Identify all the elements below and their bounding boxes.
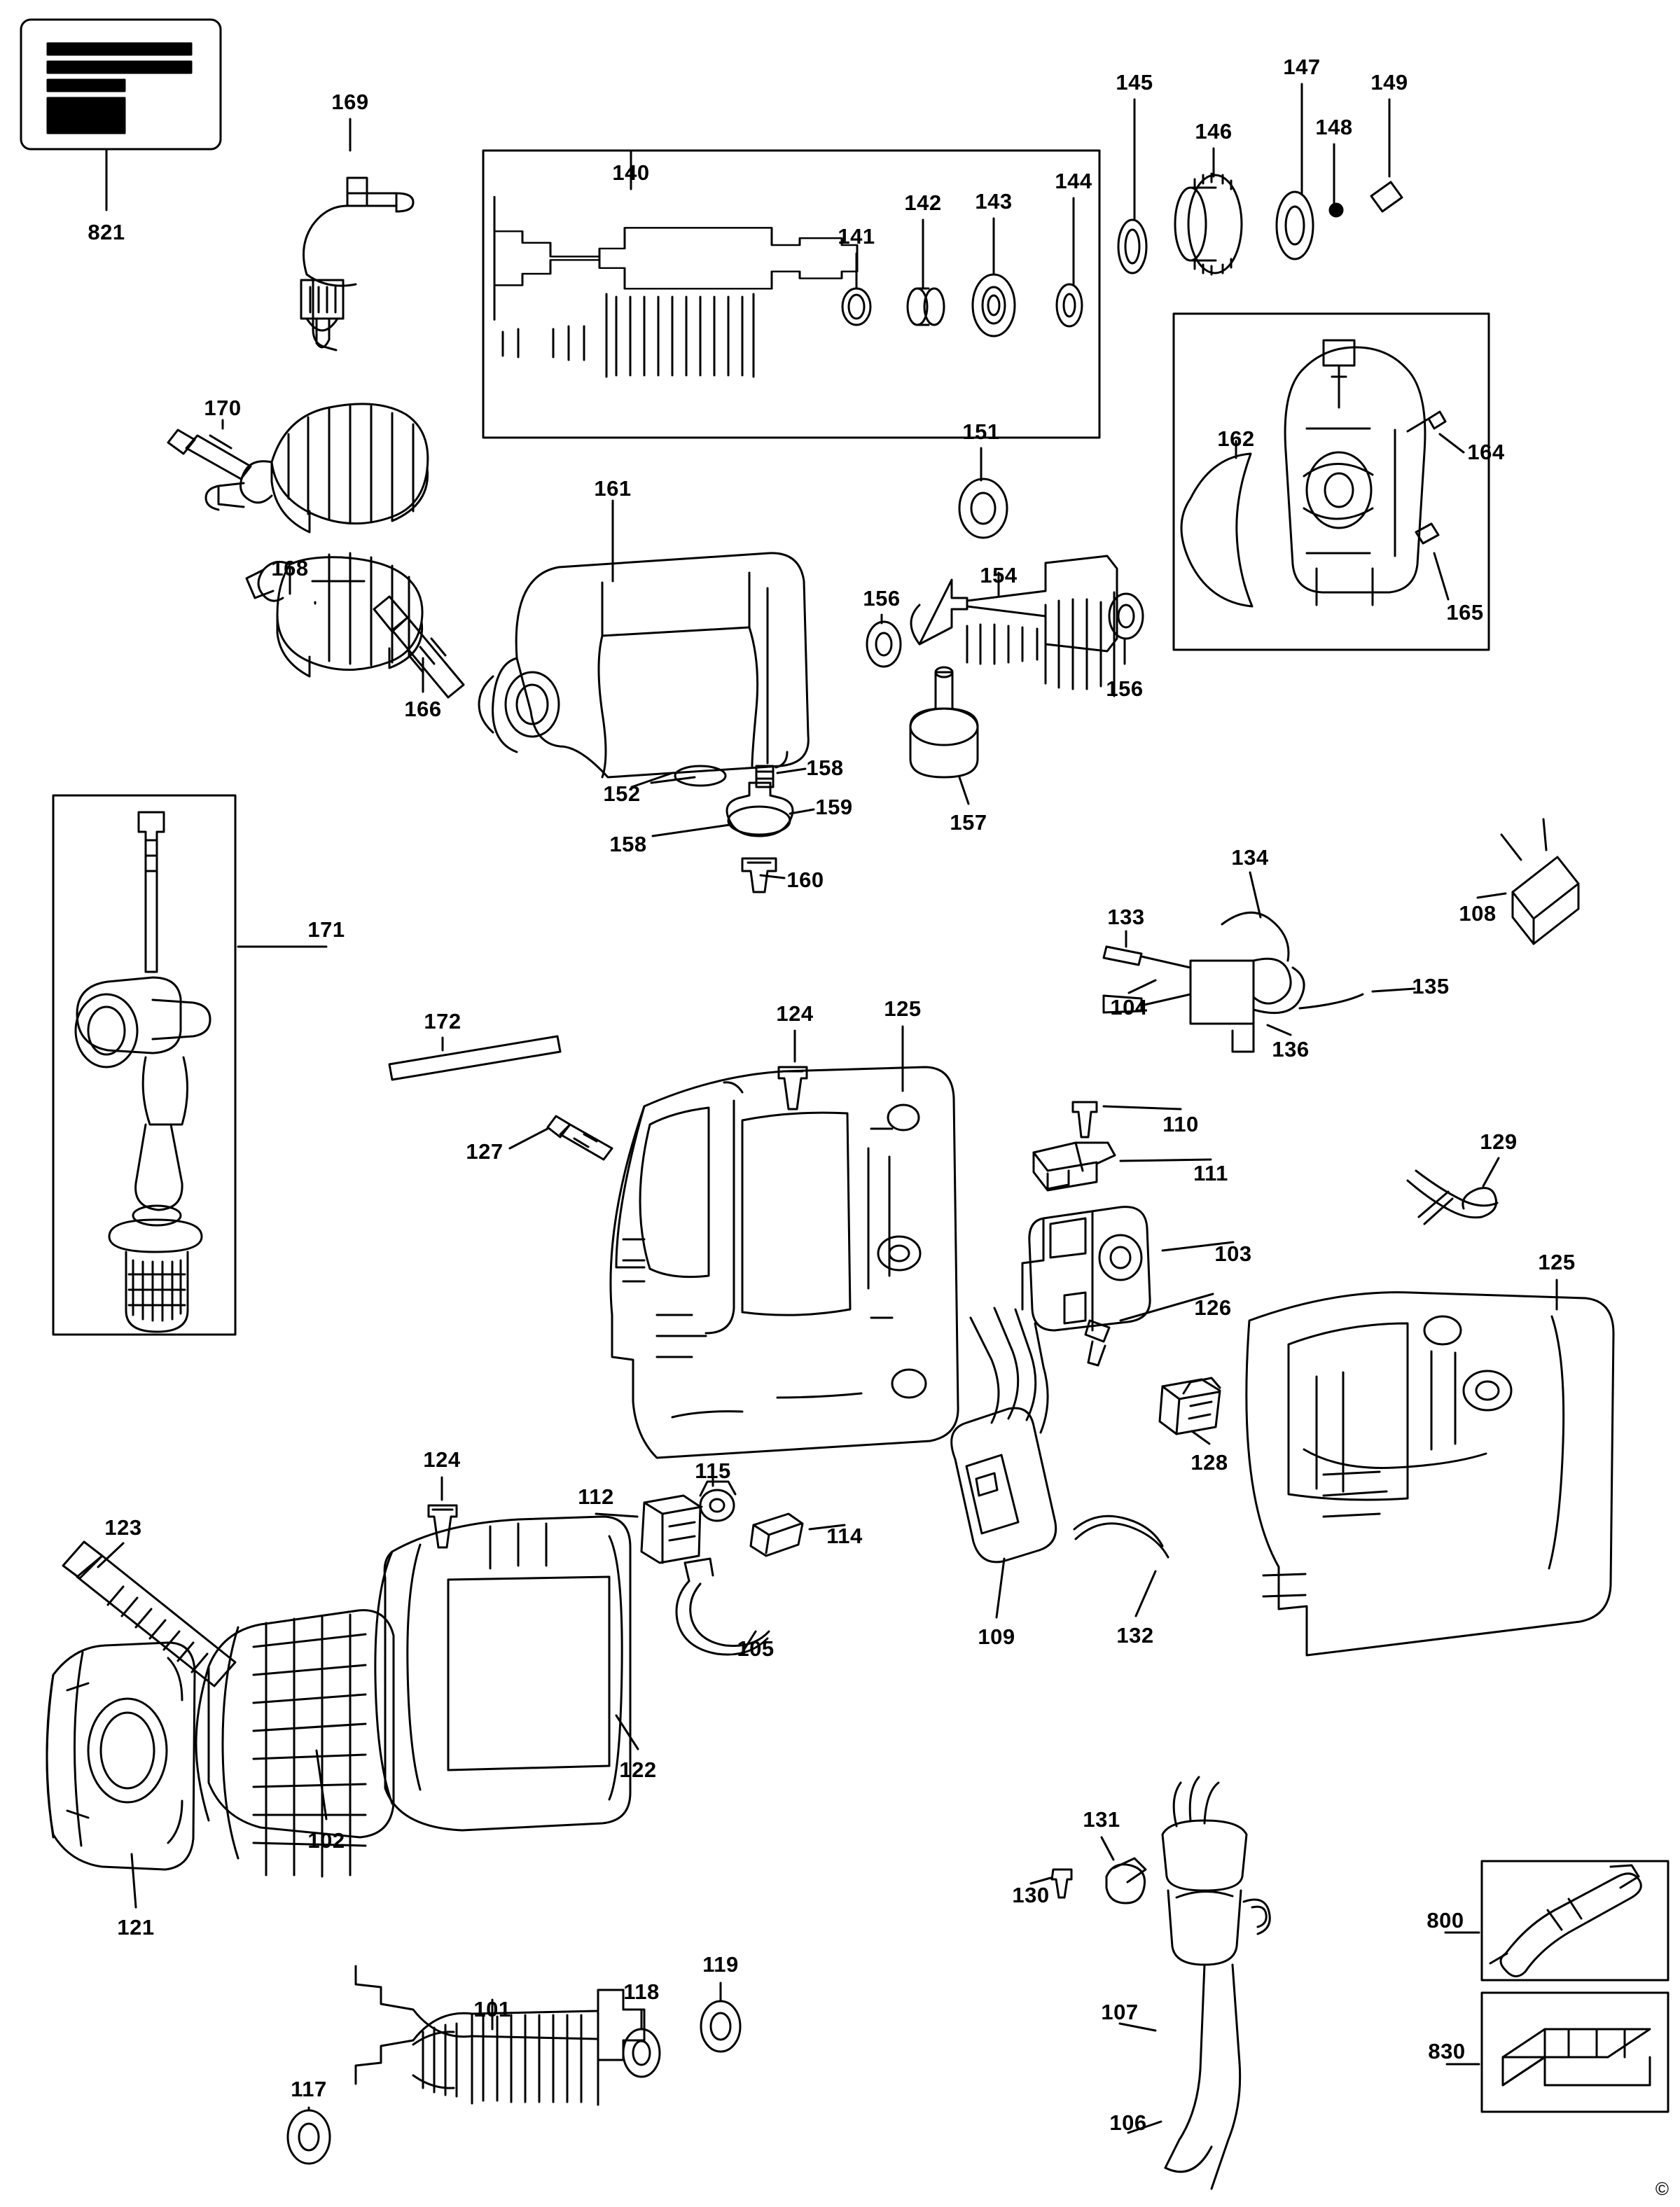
callout-157: 157 — [950, 810, 987, 835]
callout-158-upper: 158 — [806, 756, 844, 780]
callout-140: 140 — [612, 160, 650, 185]
callout-165: 165 — [1446, 600, 1484, 625]
callout-104: 104 — [1110, 995, 1148, 1019]
part-162-164-165-box — [1174, 314, 1489, 650]
part-161-gear-case — [479, 501, 808, 787]
callout-145: 145 — [1116, 70, 1153, 95]
callout-800: 800 — [1426, 1908, 1464, 1933]
callout-158-lower: 158 — [609, 832, 647, 856]
callout-114: 114 — [826, 1524, 863, 1548]
callout-142: 142 — [904, 190, 942, 215]
callout-821: 821 — [88, 220, 125, 244]
callout-107: 107 — [1101, 2000, 1139, 2024]
callout-170: 170 — [204, 396, 242, 420]
part-142-washers — [908, 220, 944, 325]
callout-149: 149 — [1370, 70, 1408, 95]
callout-121: 121 — [117, 1915, 155, 1940]
callout-128: 128 — [1190, 1450, 1228, 1475]
callout-131: 131 — [1083, 1807, 1120, 1832]
callout-132: 132 — [1116, 1623, 1154, 1648]
part-111-lock-lever — [1034, 1143, 1211, 1190]
part-151-bearing — [959, 448, 1007, 538]
part-104-brush-holder-assembly — [1104, 872, 1415, 1052]
callout-134: 134 — [1231, 845, 1269, 870]
callout-102: 102 — [307, 1828, 345, 1853]
callout-159: 159 — [815, 795, 853, 819]
callout-164: 164 — [1467, 440, 1505, 464]
callout-154: 154 — [980, 563, 1018, 587]
callout-172: 172 — [424, 1009, 461, 1033]
part-125-housing-left — [611, 1026, 958, 1458]
callout-133: 133 — [1107, 905, 1145, 929]
part-147-bearing — [1277, 84, 1313, 259]
callout-161: 161 — [594, 476, 632, 501]
part-121-end-cap — [47, 1643, 195, 1907]
callout-141: 141 — [838, 224, 875, 249]
part-117-bearing — [288, 2108, 330, 2164]
callout-108: 108 — [1459, 901, 1497, 926]
callout-103: 103 — [1214, 1241, 1252, 1266]
callout-135: 135 — [1412, 974, 1450, 998]
callout-117: 117 — [291, 2077, 327, 2101]
part-800-box — [1445, 1861, 1668, 1980]
callout-111: 111 — [1193, 1161, 1228, 1185]
part-131-cord-clamp — [1102, 1837, 1146, 1903]
part-169-chuck-key — [301, 119, 413, 350]
part-149-pin — [1371, 99, 1402, 211]
callout-156-left: 156 — [863, 586, 901, 611]
callout-152: 152 — [603, 781, 641, 806]
callout-146: 146 — [1195, 119, 1233, 144]
part-145-washer — [1118, 99, 1146, 273]
callout-126: 126 — [1194, 1295, 1232, 1320]
callout-130: 130 — [1012, 1883, 1050, 1907]
callout-162: 162 — [1217, 426, 1255, 451]
callout-151: 151 — [962, 419, 1000, 444]
callout-156-right: 156 — [1106, 676, 1144, 701]
part-132-wire — [1074, 1516, 1168, 1616]
part-128-connector — [1160, 1378, 1220, 1444]
part-148-ball — [1330, 144, 1342, 216]
part-156-bearing-left — [867, 615, 901, 667]
part-830-box — [1447, 1993, 1668, 2112]
callout-122: 122 — [619, 1757, 657, 1782]
callout-166: 166 — [404, 697, 442, 721]
part-146-gear — [1175, 148, 1242, 274]
part-102-field-coil — [196, 1610, 394, 1877]
part-157-knob — [910, 667, 978, 804]
callout-127: 127 — [466, 1139, 504, 1164]
callout-109: 109 — [978, 1624, 1015, 1649]
callout-160: 160 — [786, 868, 824, 892]
part-122-field-housing — [375, 1517, 638, 1830]
callout-118: 118 — [623, 1979, 660, 2004]
callout-123: 123 — [104, 1515, 142, 1540]
part-166-screw — [374, 597, 464, 697]
callout-105: 105 — [737, 1636, 775, 1661]
part-171-side-handle-box — [53, 795, 326, 1335]
part-119-washer — [701, 1983, 740, 2052]
part-168-chucks — [206, 404, 428, 676]
callout-144: 144 — [1055, 169, 1092, 193]
part-144-washer — [1057, 198, 1082, 326]
copyright-symbol: © — [1655, 2178, 1669, 2199]
part-109-cord-guard — [952, 1308, 1056, 1617]
part-127-screw — [510, 1116, 612, 1160]
callout-124-upper: 124 — [776, 1001, 814, 1026]
part-124-screw-lower — [429, 1477, 457, 1547]
part-118-bearing — [623, 2010, 660, 2077]
callout-115: 115 — [695, 1458, 731, 1483]
part-101-armature — [356, 1966, 644, 2105]
callout-171: 171 — [307, 917, 345, 942]
callout-147: 147 — [1283, 55, 1321, 79]
callout-830: 830 — [1428, 2039, 1466, 2063]
part-821-box — [21, 20, 221, 210]
part-125-housing-right — [1247, 1280, 1613, 1655]
callout-110: 110 — [1162, 1112, 1199, 1136]
callout-136: 136 — [1272, 1037, 1310, 1061]
callout-125-right: 125 — [1538, 1250, 1576, 1274]
callout-124-lower: 124 — [423, 1447, 461, 1472]
part-129-clip — [1408, 1158, 1499, 1224]
part-172-rod — [389, 1036, 560, 1080]
part-143-bearing — [973, 218, 1015, 336]
callout-168: 168 — [271, 556, 309, 580]
callout-143: 143 — [975, 189, 1013, 214]
callout-125-left: 125 — [884, 996, 922, 1021]
callout-119: 119 — [702, 1952, 739, 1977]
callout-106: 106 — [1109, 2110, 1147, 2135]
part-141-oring — [842, 253, 870, 325]
callout-112: 112 — [578, 1484, 614, 1509]
callout-148: 148 — [1315, 115, 1353, 139]
callout-129: 129 — [1480, 1129, 1518, 1154]
part-170-screw — [168, 420, 251, 479]
callout-101: 101 — [473, 1997, 511, 2021]
callout-169: 169 — [331, 90, 369, 114]
